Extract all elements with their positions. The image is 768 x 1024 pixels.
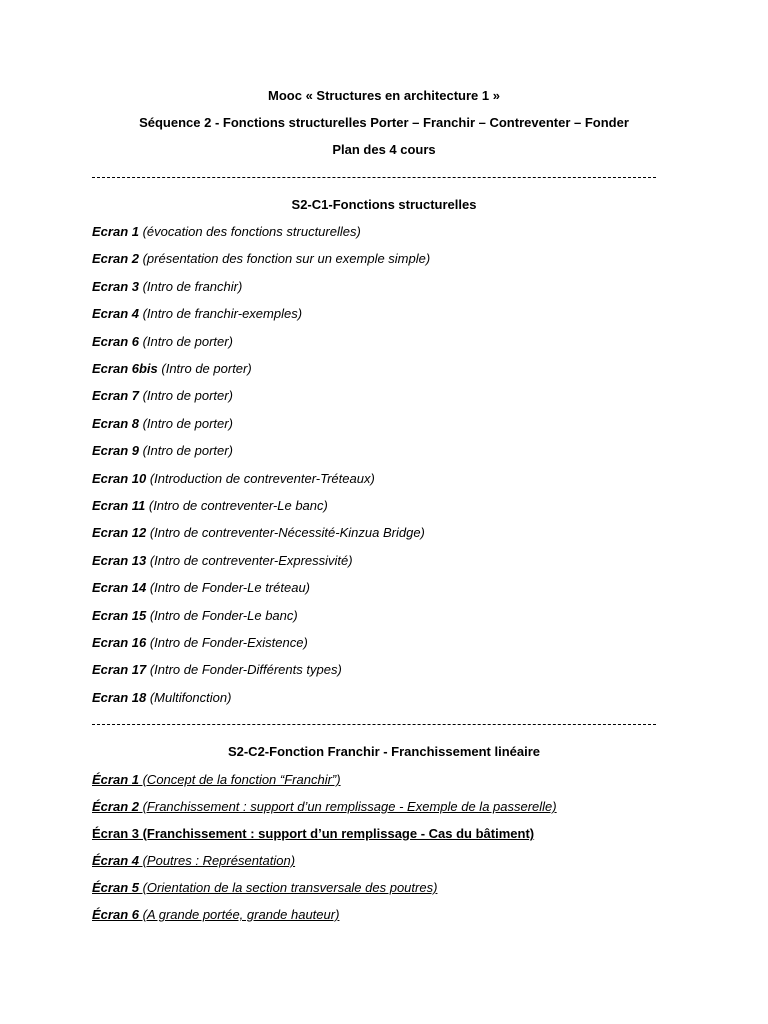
entry-label: Écran 4 — [92, 853, 139, 868]
entry-label: Écran 5 — [92, 880, 139, 895]
list-item — [92, 662, 342, 678]
list-item — [92, 635, 308, 651]
entry-label: Ecran 18 — [92, 689, 147, 705]
list-item[interactable] — [92, 907, 339, 923]
dashed-separator — [92, 724, 656, 725]
entry-description: (Intro de porter) — [157, 361, 252, 376]
list-item — [92, 306, 302, 322]
list-item — [92, 443, 233, 459]
entry-label: Ecran 1 — [92, 224, 139, 239]
list-item — [92, 224, 361, 240]
entry-label: Ecran 15 — [92, 607, 147, 623]
entry-description: (Intro de contreventer-Nécessité-Kinzua Bridge) — [146, 525, 425, 541]
list-item — [92, 608, 298, 624]
list-item — [92, 334, 233, 350]
entry-description: (Intro de Fonder-Différents types) — [146, 662, 342, 678]
list-item — [92, 388, 233, 404]
list-item — [92, 416, 233, 432]
entry-description: (Introduction de contreventer-Tréteaux) — [146, 470, 375, 486]
section1-title: S2-C1-Fonctions structurelles — [291, 197, 477, 212]
dashed-separator — [92, 177, 656, 178]
entry-label: Ecran 14 — [92, 580, 147, 596]
entry-label: Ecran 3 — [92, 278, 139, 294]
list-item — [92, 251, 430, 267]
entry-label: Ecran 9 — [92, 443, 139, 459]
entry-description: (Intro de Fonder-Le tréteau) — [146, 580, 310, 596]
entry-description: (Intro de porter) — [138, 415, 233, 431]
entry-description: (Intro de franchir) — [138, 278, 243, 294]
list-item — [92, 279, 242, 295]
entry-label: Écran 3 — [92, 826, 139, 841]
list-item — [92, 580, 310, 596]
entry-description: (A grande portée, grande hauteur) — [138, 907, 340, 922]
entry-description: (Intro de franchir-exemples) — [138, 306, 303, 322]
entry-label: Ecran 4 — [92, 306, 139, 322]
entry-label: Écran 1 — [92, 772, 139, 787]
entry-label: Écran 2 — [92, 799, 139, 814]
list-item — [92, 471, 375, 487]
entry-description: (Concept de la fonction “Franchir”) — [138, 772, 341, 787]
entry-description: (Intro de porter) — [138, 388, 233, 404]
entry-label: Ecran 7 — [92, 388, 139, 404]
entry-description: (Orientation de la section transversale des poutres) — [138, 880, 438, 895]
list-item[interactable] — [92, 772, 341, 788]
entry-label: Ecran 6bis — [92, 361, 158, 376]
list-item[interactable] — [92, 853, 295, 869]
entry-description: (Intro de porter) — [138, 333, 233, 349]
entry-label: Ecran 16 — [92, 635, 147, 650]
entry-description: (Franchissement : support d’un remplissage - Cas du bâtiment) — [138, 826, 535, 841]
list-item — [92, 690, 231, 706]
entry-label: Ecran 13 — [92, 552, 147, 568]
entry-description: (évocation des fonctions structurelles) — [138, 224, 361, 239]
entry-description: (Intro de contreventer-Le banc) — [145, 498, 328, 513]
list-item[interactable] — [92, 880, 437, 896]
list-item[interactable] — [92, 826, 534, 842]
list-item — [92, 525, 425, 541]
entry-description: (Intro de contreventer-Expressivité) — [146, 552, 353, 568]
entry-label: Ecran 12 — [92, 525, 147, 541]
entry-description: (Poutres : Représentation) — [138, 853, 296, 868]
section2-title: S2-C2-Fonction Franchir - Franchissement linéaire — [227, 744, 541, 759]
entry-label: Écran 6 — [92, 907, 139, 922]
list-item[interactable] — [92, 799, 557, 815]
entry-description: (Intro de Fonder-Existence) — [146, 635, 308, 650]
entry-label: Ecran 2 — [92, 251, 139, 267]
entry-label: Ecran 8 — [92, 415, 139, 431]
list-item — [92, 498, 328, 514]
entry-label: Ecran 11 — [92, 498, 146, 513]
entry-label: Ecran 6 — [92, 333, 139, 349]
plan-title: Plan des 4 cours — [332, 142, 436, 157]
entry-description: (Intro de Fonder-Le banc) — [146, 607, 298, 623]
list-item — [92, 553, 353, 569]
sequence-title: Séquence 2 - Fonctions structurelles Porter – Franchir – Contreventer – Fonder — [139, 115, 629, 130]
entry-description: (Multifonction) — [146, 689, 232, 705]
entry-description: (présentation des fonction sur un exemple simple) — [138, 251, 431, 267]
list-item — [92, 361, 252, 377]
entry-label: Ecran 17 — [92, 662, 147, 678]
entry-label: Ecran 10 — [92, 470, 147, 486]
entry-description: (Franchissement : support d’un remplissage - Exemple de la passerelle) — [138, 799, 557, 814]
document-title: Mooc « Structures en architecture 1 » — [268, 88, 500, 103]
entry-description: (Intro de porter) — [138, 443, 233, 459]
